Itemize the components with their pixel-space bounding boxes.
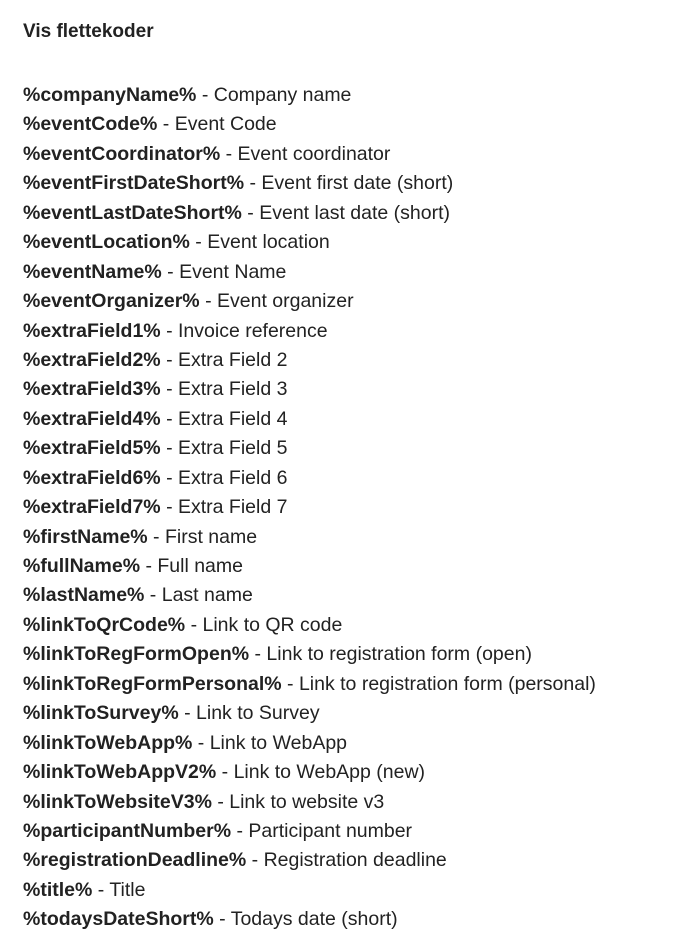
merge-code-description: Event organizer	[217, 290, 354, 313]
merge-code-item	[23, 81, 688, 110]
merge-code-key: %eventCoordinator%	[23, 142, 221, 165]
merge-code-item	[23, 405, 688, 434]
merge-code-separator: -	[220, 142, 238, 165]
merge-code-key: %eventCode%	[23, 113, 158, 136]
merge-code-key: %extraField1%	[23, 319, 161, 342]
merge-code-item	[23, 228, 688, 257]
merge-code-item	[23, 523, 688, 552]
merge-code-description: Event Name	[179, 260, 287, 283]
merge-code-item	[23, 640, 688, 669]
merge-code-description: First name	[164, 525, 258, 548]
merge-code-separator: -	[249, 643, 267, 666]
merge-code-separator: -	[144, 584, 162, 607]
merge-code-key: %registrationDeadline%	[23, 849, 247, 872]
merge-code-item	[23, 581, 688, 610]
merge-code-description: Full name	[157, 555, 243, 577]
merge-code-key: %linkToQrCode%	[23, 613, 186, 636]
merge-code-item	[23, 169, 688, 198]
merge-code-separator: -	[92, 878, 110, 901]
merge-code-item	[23, 258, 688, 287]
merge-code-separator: -	[211, 790, 230, 813]
merge-code-separator: -	[244, 172, 262, 195]
merge-code-description: Event Code	[174, 113, 277, 136]
merge-code-description: Link to registration form (personal)	[298, 672, 596, 695]
merge-code-item	[23, 375, 688, 404]
merge-code-key: %title%	[23, 878, 93, 901]
merge-code-separator: -	[241, 201, 260, 224]
merge-code-key: %eventOrganizer%	[23, 290, 200, 313]
merge-code-item	[23, 729, 688, 758]
merge-code-item	[23, 846, 688, 875]
merge-code-separator: -	[160, 437, 178, 460]
merge-code-description: Link to Survey	[196, 702, 320, 725]
merge-code-description: Link to registration form (open)	[266, 643, 532, 666]
merge-code-description: Title	[109, 878, 146, 901]
merge-code-separator: -	[196, 84, 214, 106]
merge-code-item	[23, 611, 688, 640]
merge-code-key: %fullName%	[23, 555, 141, 577]
merge-code-item	[23, 434, 688, 463]
merge-code-separator: -	[160, 319, 178, 342]
merge-code-separator: -	[160, 496, 178, 519]
merge-code-key: %eventFirstDateShort%	[23, 172, 245, 195]
merge-code-item	[23, 199, 688, 228]
merge-code-separator: -	[160, 348, 178, 371]
merge-code-separator: -	[189, 231, 208, 254]
merge-code-key: %linkToSurvey%	[23, 702, 179, 725]
merge-code-separator: -	[157, 113, 175, 136]
merge-code-description: Extra Field 2	[178, 348, 288, 371]
merge-code-description: Link to WebApp (new)	[233, 761, 426, 784]
merge-code-description: Company name	[213, 84, 352, 106]
merge-code-separator: -	[160, 466, 178, 489]
merge-code-separator: -	[160, 378, 178, 401]
merge-code-description: Link to QR code	[202, 613, 343, 636]
merge-code-description: Extra Field 6	[178, 466, 288, 489]
merge-code-item	[23, 464, 688, 493]
merge-code-item	[23, 552, 688, 581]
merge-code-item	[23, 493, 688, 522]
merge-code-key: %todaysDateShort%	[23, 908, 214, 931]
merge-code-key: %firstName%	[23, 525, 148, 548]
merge-code-description: Registration deadline	[263, 849, 447, 872]
merge-code-separator: -	[213, 908, 231, 931]
merge-code-separator: -	[185, 613, 203, 636]
merge-code-separator: -	[246, 849, 264, 872]
merge-code-separator: -	[281, 672, 299, 695]
merge-code-key: %eventLocation%	[23, 231, 190, 254]
merge-code-list	[23, 81, 688, 935]
merge-code-description: Extra Field 4	[178, 407, 288, 430]
merge-code-description: Extra Field 3	[178, 378, 288, 401]
merge-code-key: %linkToRegFormOpen%	[23, 643, 250, 666]
merge-code-separator: -	[161, 260, 180, 283]
merge-code-item	[23, 317, 688, 346]
merge-code-description: Event first date (short)	[261, 172, 454, 195]
merge-code-item	[23, 905, 688, 934]
merge-code-key: %lastName%	[23, 584, 145, 607]
merge-code-description: Extra Field 7	[178, 496, 288, 519]
merge-code-separator: -	[199, 290, 217, 313]
merge-code-description: Link to WebApp	[209, 731, 348, 754]
merge-code-item	[23, 670, 688, 699]
merge-code-description: Link to website v3	[229, 790, 385, 813]
merge-code-key: %extraField2%	[23, 348, 161, 371]
merge-code-item	[23, 758, 688, 787]
merge-code-description: Event last date (short)	[259, 201, 450, 224]
merge-code-description: Event coordinator	[237, 142, 391, 165]
merge-code-item	[23, 876, 688, 905]
merge-code-key: %linkToRegFormPersonal%	[23, 672, 282, 695]
merge-code-item	[23, 140, 688, 169]
merge-code-separator: -	[231, 819, 249, 842]
merge-code-key: %participantNumber%	[23, 819, 232, 842]
merge-code-key: %linkToWebApp%	[23, 731, 193, 754]
merge-code-description: Invoice reference	[178, 319, 328, 342]
merge-code-description: Event location	[207, 231, 330, 254]
merge-code-item	[23, 788, 688, 817]
merge-code-description: Todays date (short)	[230, 908, 398, 931]
merge-code-key: %eventName%	[23, 260, 162, 283]
merge-code-item	[23, 110, 688, 139]
merge-code-description: Extra Field 5	[178, 437, 288, 460]
merge-code-item	[23, 346, 688, 375]
merge-code-item	[23, 699, 688, 728]
merge-code-key: %eventLastDateShort%	[23, 201, 242, 224]
merge-code-key: %extraField4%	[23, 407, 161, 430]
merge-code-key: %extraField6%	[23, 466, 161, 489]
merge-code-key: %companyName%	[23, 84, 197, 106]
merge-code-key: %extraField3%	[23, 378, 161, 401]
merge-code-key: %linkToWebAppV2%	[23, 761, 217, 784]
panel-title: Vis flettekoder	[23, 21, 154, 42]
merge-code-separator: -	[160, 407, 178, 430]
merge-code-separator: -	[178, 702, 197, 725]
merge-code-description: Participant number	[248, 819, 413, 842]
merge-code-item	[23, 287, 688, 316]
merge-code-item	[23, 817, 688, 846]
merge-code-key: %extraField5%	[23, 437, 161, 460]
merge-code-separator: -	[192, 731, 210, 754]
merge-code-description: Last name	[161, 584, 253, 607]
merge-code-key: %linkToWebsiteV3%	[23, 790, 212, 813]
merge-code-separator: -	[140, 555, 158, 577]
merge-code-separator: -	[216, 761, 234, 784]
merge-code-key: %extraField7%	[23, 496, 161, 519]
merge-code-separator: -	[147, 525, 165, 548]
